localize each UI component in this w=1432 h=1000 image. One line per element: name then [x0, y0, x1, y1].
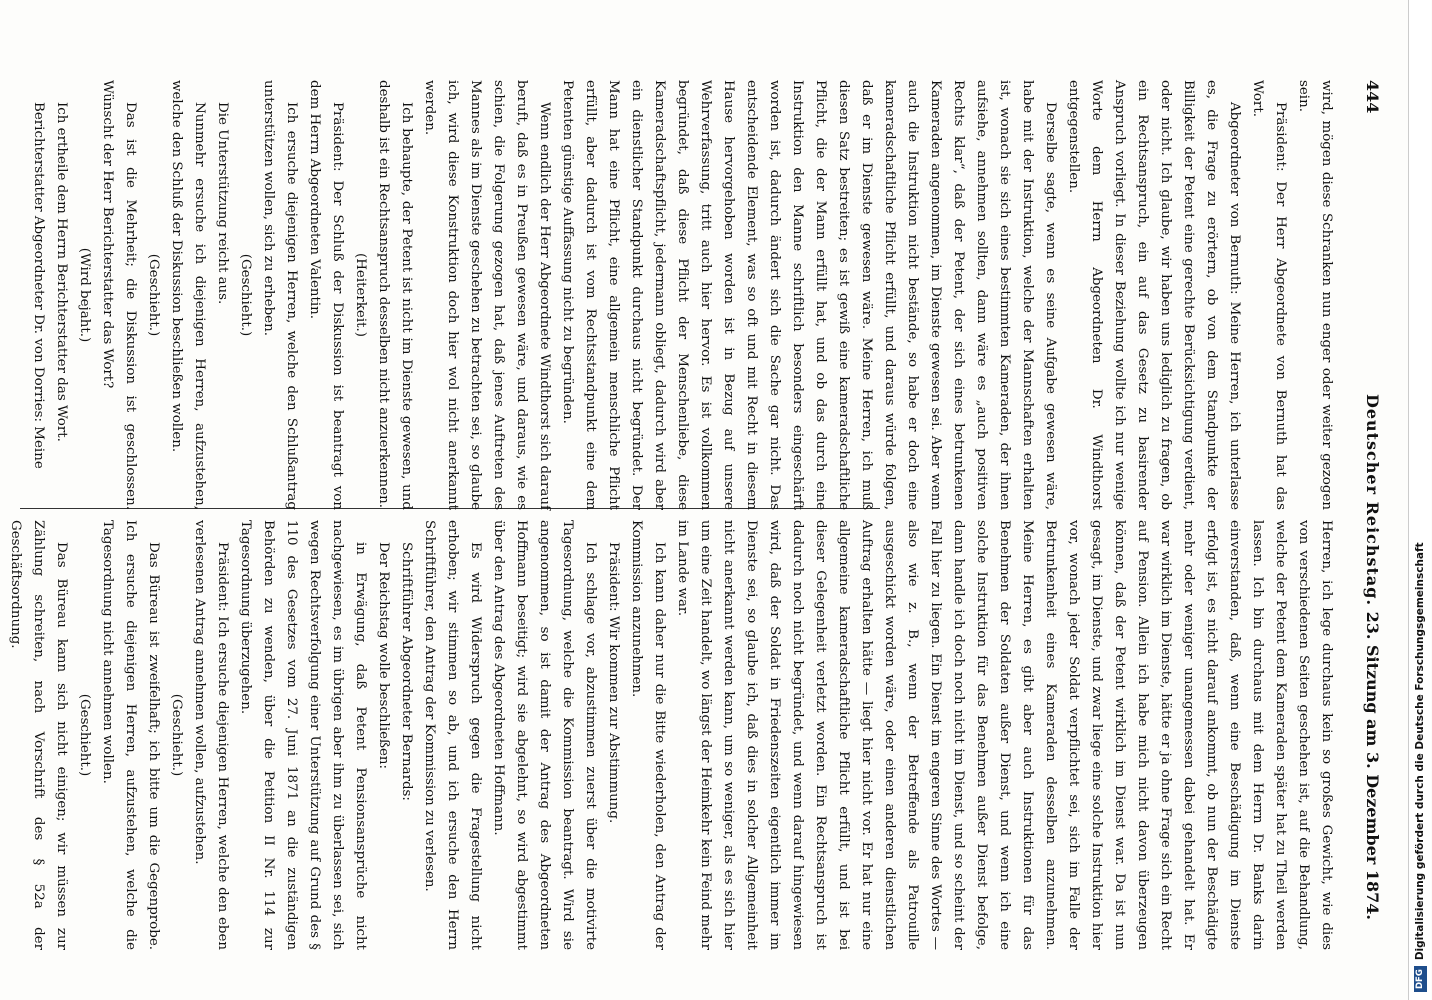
- speaker-paragraph: Abgeordneter von Bernuth: Meine Herren, ich unterlasse es, die Frage zu erörtern, ob von dem Standpunkte der Billigkeit der Petent eine gerechte Berücksichtigung verdient, oder nicht. Ich glaube, wir haben uns lediglich zu fragen, ob ein Rechtsanspruch, ein auf das Gesetz zu basirender Anspruch vorliegt. In dieser Beziehung wollte ich nur wenige Worte dem Herrn Abgeordneten Dr. Windthorst entgegenstellen.: [1066, 80, 1242, 510]
- page-number: 444: [1363, 80, 1382, 114]
- paragraph: wird, mögen diese Schranken nun enger oder weiter gezogen sein.: [1296, 80, 1334, 510]
- footer-credit: Digitalisierung gefördert durch die Deutsche Forschungsgemeinschaft: [1414, 542, 1426, 961]
- stage-direction: (Geschieht.): [146, 253, 161, 337]
- paragraph: Ich ertheile dem Herrn Berichterstatter das Wort.: [54, 102, 69, 442]
- paragraph: Der Reichstag wolle beschließen:: [376, 542, 391, 770]
- digitization-footer: [1408, 0, 1431, 1000]
- motion-text: in Erwägung, daß Petent Pensionsansprüche nicht nachgewiesen, es im übrigen aber ihm zu überlassen sei, sich wegen Rechtsverfolgung einer Unterstützung auf Grund des § 110 des Gesetzes vom 27. Juni 1871 an die zuständigen Behörden zu wenden, über die Petition II Nr. 114 zur Tagesordnung überzugehen.: [238, 520, 368, 950]
- running-header: [1348, 80, 1382, 920]
- stage-direction: (Geschieht.): [238, 253, 253, 337]
- paragraph: Das ist die Mehrheit; die Diskussion ist geschlossen. Wünscht der Herr Berichterstatter das Wort?: [100, 80, 138, 510]
- paragraph: Derselbe sagte, wenn es seine Aufgabe gewesen wäre, habe mit der Instruktion, welche der Mannschaften erhalten ist, wonach sie sich eines bestimmten Kameraden, der ihnen aufsiehe, annehmen sollten, dann wäre es „auch positiven Rechts klar“, daß der Petent, der sich eines betrunkenen Kameraden angenommen, im Dienste gewesen sei. Aber wenn auch die Instruktion nicht bestände, so habe er doch eine kameradschaftliche Pflicht erfüllt, und daraus würde folgen, daß er im Dienste gewesen wäre. Meine Herren, ich muß diesen Satz bestreiten; es ist gewiß eine kameradschaftliche Pflicht, die der Mann erfüllt hat, und ob das durch eine Instruktion den Manne schriftlich besonders eingeschärft worden ist, dadurch ändert sich die Sache gar nicht. Das entscheidende Element, was so oft und mit Recht in diesem Hause hervorgehoben worden ist in Bezug auf unsere Wehrverfassung, tritt auch hier hervor. Es ist vollkommen begründet, daß diese Pflicht der Menschenliebe, diese Kameradschaftspflicht, jedermann obliegt, dadurch wird aber ein dienstlicher Standpunkt durchaus nicht begründet. Der Mann hat eine Pflicht, eine allgemein menschliche Pflicht erfüllt, aber dadurch ist vom Rechtsstandpunkt eine dem Petenten günstige Auffassung nicht zu begründen.: [560, 80, 1058, 510]
- header-session: 23. Sitzung am 3. Dezember 1874.: [1363, 611, 1382, 920]
- stage-direction: (Heiterkeit.): [353, 253, 368, 337]
- paragraph: Ich ersuche diejenigen Herren, welche den Schlußantrag unterstützen wollen, sich zu erheben.: [261, 80, 299, 510]
- stage-direction: (Wird bejaht.): [77, 247, 92, 343]
- speaker-paragraph: Berichterstatter Abgeordneter Dr. von Dorries: Meine: [31, 102, 46, 469]
- speaker-paragraph: Präsident: Der Herr Abgeordnete von Bernuth hat das Wort.: [1250, 80, 1288, 510]
- dfg-logo: DFG: [1414, 966, 1427, 992]
- left-column: [31, 80, 1338, 510]
- speaker-paragraph: Schriftführer Abgeordneter Bernards:: [399, 542, 414, 801]
- header-title: Deutscher Reichstag.: [1363, 393, 1382, 607]
- paragraph: Ich behaupte, der Petent ist nicht im Dienste gewesen, und deshalb ist ein Rechtsanspruch desselben nicht anzuerkennen.: [376, 80, 414, 510]
- paragraph: Herren, ich lege durchaus kein so großes Gewicht, wie dies von verschiedenen Seiten geschehen ist, auf die Behandlung, welche der Petent dem Kameraden später hat zu Theil werden lassen. Ich bin durchaus mit dem Herrn Dr. Banks darin einverstanden, daß, wenn eine Beschädigung im Dienste erfolgt ist, es nicht darauf ankommt, ob nun der Beschädigte mehr oder weniger unangemessen dabei gehandelt hat. Er war wirklich im Dienste, hätte er ja ohne Frage sich ein Recht auf Pension. Allein ich habe mich nicht davon überzeugen können, daß der Petent wirklich im Dienst war. Da ist nun gesagt, im Dienste, und zwar liege eine solche Instruktion hier vor, wonach jeder Soldat verpflichtet sei, sich im Falle der Betrunkenheit eines Kameraden desselben anzunehmen. Meine Herren, es gibt aber auch Instruktionen für das Benehmen der Soldaten außer Dienst, und wenn ich eine solche Instruktion für das Benehmen außer Dienst befolge, dann handle ich doch noch nicht im Dienst, und so scheint der Fall hier zu liegen. Ein Dienst im engeren Sinne des Wortes — also wie z. B., wenn der Betreffende als Patrouille ausgeschickt worden wäre, oder einen anderen dienstlichen Auftrag erhalten hätte — liegt hier nicht vor. Er hat nur eine allgemeine kameradschaftliche Pflicht erfüllt, und ist bei dieser Gelegenheit verletzt worden. Ein Rechtsanspruch ist dadurch noch nicht begründet, und wenn darauf hingewiesen wird, daß der Soldat in Friedenszeiten eigentlich immer im Dienste sei, so glaube ich, daß dies in solcher Allgemeinheit nicht anerkannt werden kann, um so weniger, als es sich hier um eine Zeit handelt, wo längst der Heimkehr kein Feind mehr im Lande war.: [675, 520, 1334, 950]
- right-column: [8, 520, 1338, 950]
- paragraph: Wenn endlich der Herr Abgeordnete Windthorst sich darauf beruft, daß es in Preußen gewesen wäre, und daraus, wie es schien, die Folgerung gezogen hat, daß jenes Auftreten des Mannes als im Dienste geschehen zu betrachten sei, so glaube ich, wird diese Konstruktion doch hier wol nicht anerkannt werden.: [422, 80, 552, 510]
- paragraph: Es wird Widerspruch gegen die Fragestellung nicht erhoben; wir stimmen so ab, und ich ersuche den Herrn Schriftführer, den Antrag der Kommission zu verlesen.: [422, 520, 483, 950]
- paragraph: Das Büreau ist zweifelhaft; ich bitte um die Gegenprobe. Ich ersuche diejenigen Herren, aufzustehen, welche die Tagesordnung nicht annehmen wollen.: [100, 520, 161, 950]
- stage-direction: (Geschieht.): [77, 693, 92, 777]
- stage-direction: (Geschieht.): [169, 693, 184, 777]
- paragraph: Ich kann daher nur die Bitte wiederholen, den Antrag der Kommission anzunehmen.: [629, 520, 667, 950]
- paragraph: Ich schlage vor, abzustimmen zuerst über die motivirte Tagesordnung, welche die Kommission beantragt. Wird sie angenommen, so ist damit der Antrag des Abgeordneten Hoffmann beseitigt; wird sie abgelehnt, so wird abgestimmt über den Antrag des Abgeordneten Hoffmann.: [491, 520, 598, 950]
- paragraph: [0, 520, 4, 950]
- paragraph: Die Unterstützung reicht aus.: [215, 102, 230, 305]
- speaker-paragraph: Präsident: Ich ersuche diejenigen Herren, welche den eben verlesenen Antrag annehmen wollen, aufzustehen.: [192, 520, 230, 950]
- speaker-paragraph: Präsident: Wir kommen zur Abstimmung.: [606, 542, 621, 824]
- speaker-paragraph: Präsident: Der Schluß der Diskussion ist beantragt von dem Herrn Abgeordneten Valentin.: [307, 80, 345, 510]
- paragraph: Das Büreau kann sich nicht einigen; wir müssen zur Zählung schreiten, nach Vorschrift des § 52a der Geschäftsordnung.: [8, 520, 69, 950]
- footer-credit-line: [1409, 0, 1431, 1000]
- paragraph: Nunmehr ersuche ich diejenigen Herren, aufzustehen, welche den Schluß der Diskussion beschließen wollen.: [169, 80, 207, 510]
